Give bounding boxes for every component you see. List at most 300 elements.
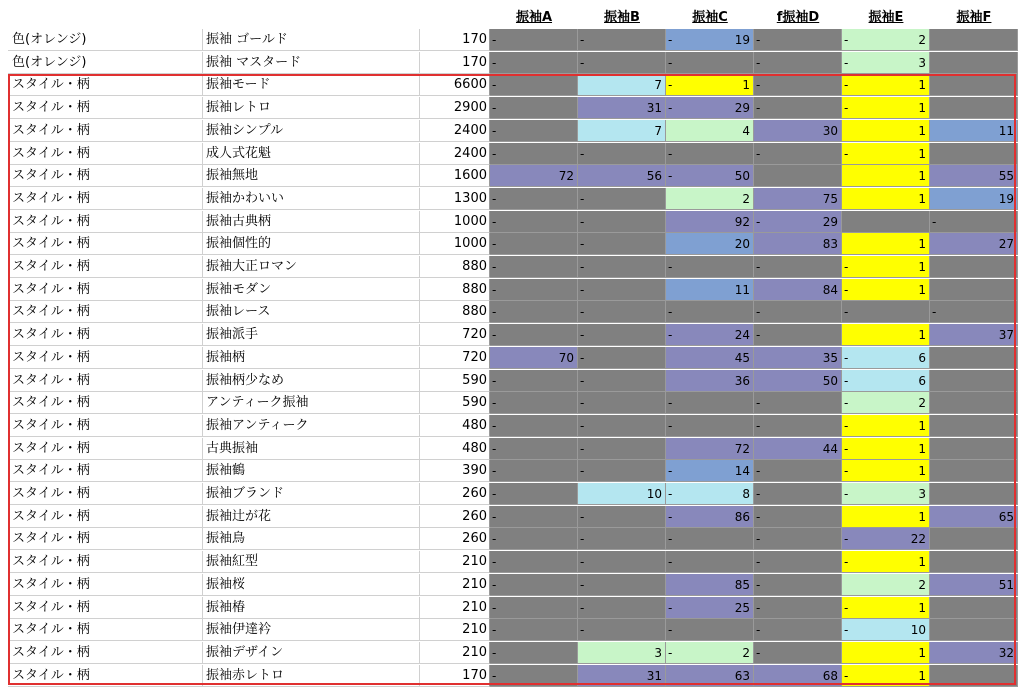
rank-cell[interactable] — [578, 392, 666, 414]
rank-cell[interactable] — [930, 74, 1018, 96]
volume-cell[interactable]: 210 — [420, 597, 490, 619]
volume-cell[interactable]: 210 — [420, 551, 490, 573]
rank-cell[interactable] — [578, 120, 666, 142]
keyword-cell[interactable]: 古典振袖 — [203, 438, 420, 460]
rank-cell[interactable] — [490, 597, 578, 619]
rank-cell[interactable] — [754, 551, 842, 573]
table-row — [0, 392, 1024, 414]
rank-value: 1 — [918, 645, 926, 660]
rank-cell[interactable] — [578, 279, 666, 301]
rank-cell[interactable] — [842, 665, 930, 687]
volume-cell[interactable]: 1000 — [420, 211, 490, 233]
column-header[interactable]: 振袖E — [868, 10, 904, 25]
rank-cell[interactable] — [754, 52, 842, 74]
rank-cell[interactable] — [578, 574, 666, 596]
keyword-cell[interactable]: 振袖辻が花 — [203, 506, 420, 528]
table-row — [0, 324, 1024, 346]
rank-cell[interactable] — [490, 506, 578, 528]
rank-cell[interactable] — [666, 392, 754, 414]
rank-placeholder: - — [580, 396, 585, 411]
rank-cell[interactable] — [578, 256, 666, 278]
rank-cell[interactable] — [754, 279, 842, 301]
rank-cell[interactable] — [930, 165, 1018, 187]
keyword-cell[interactable]: 振袖鶴 — [203, 460, 420, 482]
category-cell[interactable]: スタイル・柄 — [8, 74, 203, 96]
rank-cell[interactable] — [578, 347, 666, 369]
rank-cell[interactable] — [578, 619, 666, 641]
rank-cell[interactable] — [930, 120, 1018, 142]
rank-cell[interactable] — [490, 165, 578, 187]
rank-cell[interactable] — [578, 301, 666, 323]
volume-cell[interactable]: 1600 — [420, 165, 490, 187]
rank-cell[interactable] — [930, 347, 1018, 369]
rank-cell[interactable] — [490, 347, 578, 369]
keyword-cell[interactable]: 振袖レース — [203, 301, 420, 323]
volume-cell[interactable]: 880 — [420, 256, 490, 278]
rank-value: 1 — [918, 600, 926, 615]
rank-cell[interactable] — [842, 597, 930, 619]
rank-cell[interactable] — [578, 597, 666, 619]
rank-cell[interactable] — [578, 506, 666, 528]
rank-cell[interactable] — [842, 324, 930, 346]
rank-cell[interactable] — [754, 483, 842, 505]
category-cell[interactable]: 色(オレンジ) — [8, 52, 203, 74]
rank-placeholder: - — [492, 78, 497, 93]
rank-cell[interactable] — [666, 528, 754, 550]
rank-cell[interactable] — [930, 188, 1018, 210]
rank-cell[interactable] — [666, 211, 754, 233]
rank-cell[interactable] — [754, 301, 842, 323]
rank-cell[interactable] — [578, 460, 666, 482]
keyword-cell[interactable]: 振袖デザイン — [203, 642, 420, 664]
rank-cell[interactable] — [754, 324, 842, 346]
rank-cell[interactable] — [842, 52, 930, 74]
rank-cell[interactable] — [842, 74, 930, 96]
rank-cell[interactable] — [842, 370, 930, 392]
category-cell[interactable]: スタイル・柄 — [8, 324, 203, 346]
rank-value: 68 — [822, 668, 838, 683]
rank-cell[interactable] — [842, 143, 930, 165]
rank-cell[interactable] — [842, 256, 930, 278]
rank-cell[interactable] — [842, 188, 930, 210]
rank-placeholder: - — [668, 464, 673, 479]
rank-cell[interactable] — [754, 597, 842, 619]
rank-cell[interactable] — [578, 483, 666, 505]
rank-cell[interactable] — [930, 324, 1018, 346]
rank-placeholder: - — [492, 668, 497, 683]
rank-cell[interactable] — [754, 188, 842, 210]
rank-value: 65 — [998, 509, 1014, 524]
category-cell[interactable]: スタイル・柄 — [8, 143, 203, 165]
rank-cell[interactable] — [754, 574, 842, 596]
rank-value: 3 — [918, 487, 926, 501]
rank-cell[interactable] — [754, 460, 842, 482]
category-cell[interactable]: スタイル・柄 — [8, 165, 203, 187]
category-cell[interactable]: スタイル・柄 — [8, 483, 203, 505]
rank-cell[interactable] — [578, 665, 666, 687]
rank-cell[interactable] — [842, 415, 930, 437]
rank-cell[interactable] — [930, 506, 1018, 528]
keyword-cell[interactable]: 振袖 マスタード — [203, 52, 420, 74]
rank-value: 25 — [734, 600, 750, 615]
rank-cell[interactable] — [490, 256, 578, 278]
rank-cell[interactable] — [666, 188, 754, 210]
rank-cell[interactable] — [490, 483, 578, 505]
rank-cell[interactable] — [842, 438, 930, 460]
rank-cell[interactable] — [666, 52, 754, 74]
rank-cell[interactable] — [930, 460, 1018, 482]
rank-cell[interactable] — [490, 574, 578, 596]
volume-cell[interactable]: 210 — [420, 619, 490, 641]
category-cell[interactable]: スタイル・柄 — [8, 97, 203, 119]
rank-cell[interactable] — [578, 165, 666, 187]
volume-cell[interactable]: 1000 — [420, 233, 490, 255]
category-cell[interactable]: スタイル・柄 — [8, 347, 203, 369]
rank-cell[interactable] — [930, 551, 1018, 573]
rank-cell[interactable] — [490, 528, 578, 550]
rank-cell[interactable] — [930, 574, 1018, 596]
volume-cell[interactable]: 170 — [420, 52, 490, 74]
rank-cell[interactable] — [666, 233, 754, 255]
rank-cell[interactable] — [666, 370, 754, 392]
volume-cell[interactable]: 170 — [420, 29, 490, 51]
rank-cell[interactable] — [842, 279, 930, 301]
rank-cell[interactable] — [578, 29, 666, 51]
keyword-cell[interactable]: 振袖大正ロマン — [203, 256, 420, 278]
category-cell[interactable]: スタイル・柄 — [8, 415, 203, 437]
rank-cell[interactable] — [842, 619, 930, 641]
rank-cell[interactable] — [578, 324, 666, 346]
rank-cell[interactable] — [842, 528, 930, 550]
rank-cell[interactable] — [930, 665, 1018, 687]
rank-value: 1 — [918, 509, 926, 524]
rank-cell[interactable] — [842, 97, 930, 119]
rank-placeholder: - — [668, 305, 673, 320]
rank-cell[interactable] — [842, 301, 930, 323]
rank-cell[interactable] — [842, 574, 930, 596]
rank-cell[interactable] — [754, 165, 842, 187]
rank-cell[interactable] — [666, 665, 754, 687]
category-cell[interactable]: スタイル・柄 — [8, 438, 203, 460]
volume-cell[interactable]: 2400 — [420, 143, 490, 165]
rank-value: 30 — [822, 123, 838, 138]
keyword-cell[interactable]: 振袖鳥 — [203, 528, 420, 550]
rank-value: 75 — [822, 191, 838, 206]
category-cell[interactable]: スタイル・柄 — [8, 642, 203, 664]
rank-cell[interactable] — [666, 143, 754, 165]
rank-cell[interactable] — [666, 506, 754, 528]
volume-cell[interactable]: 720 — [420, 324, 490, 346]
category-cell[interactable]: スタイル・柄 — [8, 392, 203, 414]
rank-cell[interactable] — [490, 74, 578, 96]
rank-cell[interactable] — [754, 347, 842, 369]
rank-placeholder: - — [668, 623, 673, 638]
rank-cell[interactable] — [490, 143, 578, 165]
rank-cell[interactable] — [490, 415, 578, 437]
rank-value: 56 — [646, 169, 662, 184]
rank-cell[interactable] — [930, 52, 1018, 74]
volume-cell[interactable]: 210 — [420, 642, 490, 664]
rank-cell[interactable] — [930, 483, 1018, 505]
volume-cell[interactable]: 720 — [420, 347, 490, 369]
rank-cell[interactable] — [930, 233, 1018, 255]
rank-cell[interactable] — [490, 233, 578, 255]
rank-cell[interactable] — [754, 528, 842, 550]
rank-cell[interactable] — [930, 438, 1018, 460]
keyword-cell[interactable]: 振袖 ゴールド — [203, 29, 420, 51]
keyword-cell[interactable]: 振袖柄 — [203, 347, 420, 369]
keyword-cell[interactable]: 振袖かわいい — [203, 188, 420, 210]
rank-placeholder: - — [844, 350, 849, 365]
rank-cell[interactable] — [754, 392, 842, 414]
keyword-cell[interactable]: 振袖レトロ — [203, 97, 420, 119]
volume-cell[interactable]: 2400 — [420, 120, 490, 142]
rank-cell[interactable] — [578, 370, 666, 392]
table-row — [0, 415, 1024, 437]
rank-cell[interactable] — [930, 143, 1018, 165]
volume-cell[interactable]: 210 — [420, 574, 490, 596]
rank-cell[interactable] — [490, 370, 578, 392]
rank-cell[interactable] — [754, 143, 842, 165]
category-cell[interactable]: スタイル・柄 — [8, 506, 203, 528]
volume-cell[interactable]: 6600 — [420, 74, 490, 96]
volume-cell[interactable]: 880 — [420, 279, 490, 301]
rank-cell[interactable] — [930, 619, 1018, 641]
rank-cell[interactable] — [666, 574, 754, 596]
keyword-cell[interactable]: 振袖古典柄 — [203, 211, 420, 233]
rank-placeholder: - — [756, 328, 761, 343]
rank-value: 1 — [918, 418, 926, 433]
volume-cell[interactable]: 170 — [420, 665, 490, 687]
category-cell[interactable]: スタイル・柄 — [8, 301, 203, 323]
rank-cell[interactable] — [578, 438, 666, 460]
rank-value: 27 — [998, 237, 1014, 252]
rank-cell[interactable] — [842, 506, 930, 528]
rank-cell[interactable] — [578, 97, 666, 119]
rank-cell[interactable] — [930, 29, 1018, 51]
column-header[interactable]: 振袖F — [956, 10, 992, 25]
category-cell[interactable]: スタイル・柄 — [8, 211, 203, 233]
rank-cell[interactable] — [842, 551, 930, 573]
keyword-cell[interactable]: 振袖柄少なめ — [203, 370, 420, 392]
keyword-cell[interactable]: 振袖紅型 — [203, 551, 420, 573]
rank-placeholder: - — [756, 260, 761, 274]
volume-cell[interactable]: 1300 — [420, 188, 490, 210]
rank-cell[interactable] — [578, 551, 666, 573]
rank-cell[interactable] — [666, 438, 754, 460]
rank-cell[interactable] — [842, 347, 930, 369]
rank-cell[interactable] — [754, 642, 842, 664]
rank-cell[interactable] — [578, 211, 666, 233]
rank-cell[interactable] — [490, 551, 578, 573]
category-cell[interactable]: スタイル・柄 — [8, 619, 203, 641]
volume-cell[interactable]: 390 — [420, 460, 490, 482]
keyword-cell[interactable]: 振袖モード — [203, 74, 420, 96]
column-header[interactable]: 振袖A — [515, 10, 553, 25]
rank-cell[interactable] — [754, 370, 842, 392]
rank-cell[interactable] — [842, 211, 930, 233]
keyword-cell[interactable]: 振袖モダン — [203, 279, 420, 301]
volume-cell[interactable]: 260 — [420, 506, 490, 528]
rank-cell[interactable] — [842, 29, 930, 51]
rank-cell[interactable] — [490, 188, 578, 210]
rank-cell[interactable] — [754, 256, 842, 278]
rank-cell[interactable] — [754, 211, 842, 233]
rank-cell[interactable] — [666, 165, 754, 187]
rank-cell[interactable] — [490, 665, 578, 687]
rank-cell[interactable] — [842, 460, 930, 482]
rank-cell[interactable] — [490, 211, 578, 233]
rank-cell[interactable] — [930, 211, 1018, 233]
rank-cell[interactable] — [754, 29, 842, 51]
volume-cell[interactable]: 880 — [420, 301, 490, 323]
rank-cell[interactable] — [578, 642, 666, 664]
rank-cell[interactable] — [930, 528, 1018, 550]
rank-cell[interactable] — [666, 74, 754, 96]
rank-cell[interactable] — [842, 642, 930, 664]
rank-cell[interactable] — [490, 619, 578, 641]
category-cell[interactable]: スタイル・柄 — [8, 551, 203, 573]
rank-cell[interactable] — [666, 120, 754, 142]
keyword-cell[interactable]: 振袖無地 — [203, 165, 420, 187]
rank-cell[interactable] — [842, 392, 930, 414]
category-cell[interactable]: スタイル・柄 — [8, 574, 203, 596]
rank-cell[interactable] — [930, 97, 1018, 119]
rank-cell[interactable] — [754, 506, 842, 528]
rank-cell[interactable] — [490, 460, 578, 482]
rank-cell[interactable] — [930, 392, 1018, 414]
rank-cell[interactable] — [490, 279, 578, 301]
rank-placeholder: - — [932, 214, 937, 229]
rank-cell[interactable] — [842, 233, 930, 255]
rank-cell[interactable] — [578, 52, 666, 74]
category-cell[interactable]: スタイル・柄 — [8, 120, 203, 142]
rank-cell[interactable] — [930, 256, 1018, 278]
rank-cell[interactable] — [754, 665, 842, 687]
rank-cell[interactable] — [578, 188, 666, 210]
rank-cell[interactable] — [490, 301, 578, 323]
rank-cell[interactable] — [666, 619, 754, 641]
rank-cell[interactable] — [666, 483, 754, 505]
category-cell[interactable]: スタイル・柄 — [8, 188, 203, 210]
category-cell[interactable]: スタイル・柄 — [8, 370, 203, 392]
category-cell[interactable]: スタイル・柄 — [8, 256, 203, 278]
rank-cell[interactable] — [490, 324, 578, 346]
keyword-cell[interactable]: 成人式花魁 — [203, 143, 420, 165]
rank-cell[interactable] — [930, 597, 1018, 619]
volume-cell[interactable]: 2900 — [420, 97, 490, 119]
volume-cell[interactable]: 590 — [420, 370, 490, 392]
column-header[interactable]: 振袖B — [604, 10, 640, 25]
column-header[interactable]: f振袖D — [776, 10, 820, 25]
rank-cell[interactable] — [842, 165, 930, 187]
rank-cell[interactable] — [490, 120, 578, 142]
category-cell[interactable]: 色(オレンジ) — [8, 29, 203, 51]
rank-cell[interactable] — [666, 97, 754, 119]
rank-cell[interactable] — [754, 619, 842, 641]
rank-cell[interactable] — [578, 233, 666, 255]
rank-cell[interactable] — [842, 120, 930, 142]
rank-cell[interactable] — [666, 642, 754, 664]
keyword-cell[interactable]: 振袖伊達衿 — [203, 619, 420, 641]
keyword-cell[interactable]: 振袖椿 — [203, 597, 420, 619]
rank-cell[interactable] — [490, 438, 578, 460]
table-row — [0, 97, 1024, 119]
rank-cell[interactable] — [490, 642, 578, 664]
keyword-cell[interactable]: 振袖派手 — [203, 324, 420, 346]
rank-cell[interactable] — [754, 415, 842, 437]
rank-cell[interactable] — [578, 415, 666, 437]
category-cell[interactable]: スタイル・柄 — [8, 233, 203, 255]
rank-placeholder: - — [844, 487, 849, 501]
rank-cell[interactable] — [666, 415, 754, 437]
volume-cell[interactable]: 260 — [420, 528, 490, 550]
rank-cell[interactable] — [930, 370, 1018, 392]
keyword-cell[interactable]: 振袖シンプル — [203, 120, 420, 142]
volume-cell[interactable]: 480 — [420, 415, 490, 437]
category-cell[interactable]: スタイル・柄 — [8, 279, 203, 301]
column-header[interactable]: 振袖C — [692, 10, 728, 25]
volume-cell[interactable]: 260 — [420, 483, 490, 505]
category-cell[interactable]: スタイル・柄 — [8, 597, 203, 619]
rank-cell[interactable] — [666, 279, 754, 301]
rank-placeholder: - — [756, 101, 761, 116]
rank-value: 1 — [918, 123, 926, 138]
rank-cell[interactable] — [930, 415, 1018, 437]
rank-cell[interactable] — [666, 256, 754, 278]
rank-cell[interactable] — [930, 279, 1018, 301]
table-row — [0, 233, 1024, 255]
rank-cell[interactable] — [754, 74, 842, 96]
keyword-cell[interactable]: アンティーク振袖 — [203, 392, 420, 414]
rank-cell[interactable] — [666, 460, 754, 482]
category-cell[interactable]: スタイル・柄 — [8, 665, 203, 687]
rank-cell[interactable] — [930, 301, 1018, 323]
rank-cell[interactable] — [490, 392, 578, 414]
rank-value: 8 — [742, 487, 750, 501]
keyword-cell[interactable]: 振袖桜 — [203, 574, 420, 596]
rank-cell[interactable] — [754, 97, 842, 119]
rank-cell[interactable] — [578, 143, 666, 165]
rank-cell[interactable] — [666, 301, 754, 323]
keyword-cell[interactable]: 振袖赤レトロ — [203, 665, 420, 687]
rank-cell[interactable] — [754, 120, 842, 142]
rank-placeholder: - — [492, 305, 497, 320]
rank-cell[interactable] — [666, 29, 754, 51]
rank-cell[interactable] — [490, 29, 578, 51]
volume-cell[interactable]: 480 — [420, 438, 490, 460]
rank-cell[interactable] — [666, 347, 754, 369]
rank-cell[interactable] — [578, 74, 666, 96]
rank-cell[interactable] — [842, 483, 930, 505]
rank-cell[interactable] — [490, 52, 578, 74]
rank-value: 63 — [734, 668, 750, 683]
category-cell[interactable]: スタイル・柄 — [8, 528, 203, 550]
keyword-cell[interactable]: 振袖ブランド — [203, 483, 420, 505]
keyword-cell[interactable]: 振袖個性的 — [203, 233, 420, 255]
volume-cell[interactable]: 590 — [420, 392, 490, 414]
rank-cell[interactable] — [754, 438, 842, 460]
rank-cell[interactable] — [754, 233, 842, 255]
rank-cell[interactable] — [930, 642, 1018, 664]
rank-cell[interactable] — [666, 324, 754, 346]
rank-cell[interactable] — [666, 597, 754, 619]
category-cell[interactable]: スタイル・柄 — [8, 460, 203, 482]
keyword-cell[interactable]: 振袖アンティーク — [203, 415, 420, 437]
rank-cell[interactable] — [666, 551, 754, 573]
rank-cell[interactable] — [578, 528, 666, 550]
rank-cell[interactable] — [490, 97, 578, 119]
